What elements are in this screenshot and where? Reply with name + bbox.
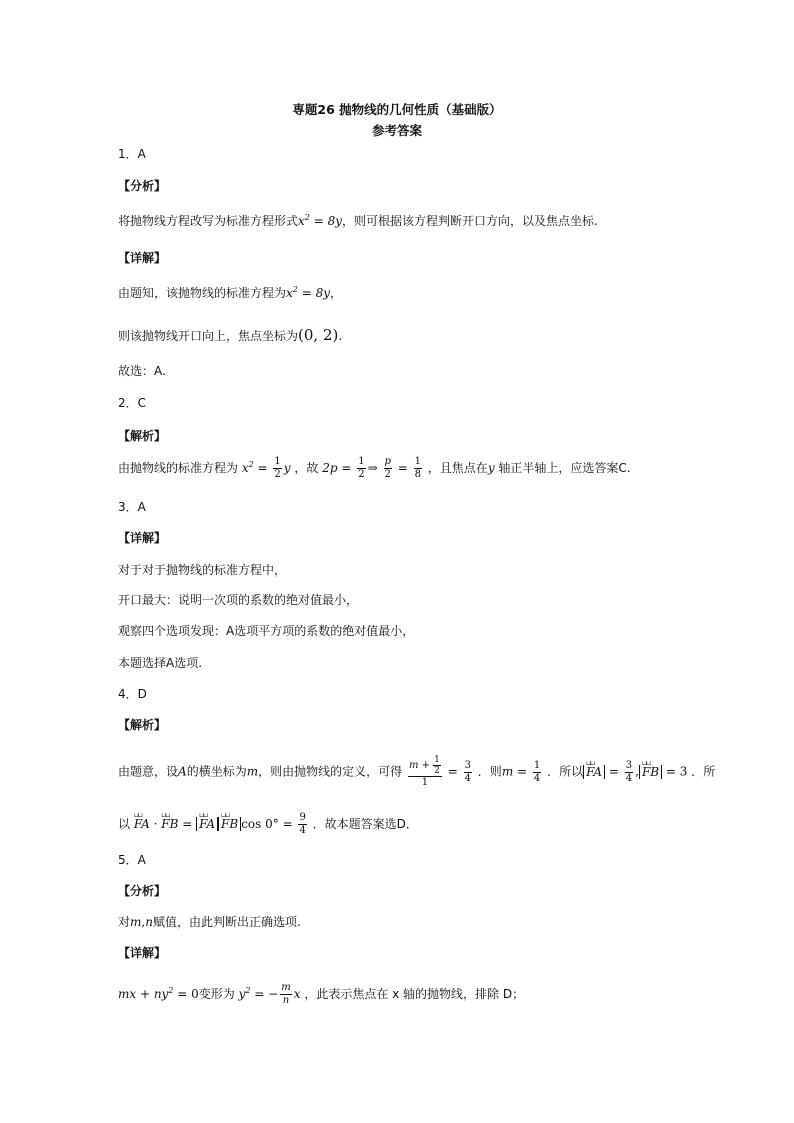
q3-line3: 观察四个选项发现：A选项平方项的系数的绝对值最小，: [118, 624, 415, 638]
doc-subtitle: 参考答案: [371, 123, 422, 138]
q1-analysis-line: 将抛物线方程改写为标准方程形式$x^2 = 8y$，则可根据该方程判断开口方向，以及焦点坐标.: [118, 213, 598, 228]
q3-line1: 对于对于抛物线的标准方程中，: [118, 563, 287, 577]
q1-detail-line2: 则该抛物线开口向上，焦点坐标为(0, 2).: [118, 326, 343, 344]
q2-solution-line: 由抛物线的标准方程为 $x^2$ = $\frac{1}{2}$ y ，故 2p = $\frac{1}{2}$ ⇒ $\frac{p}{2}$ = $\frac{1}{8}$ ，且焦点在y 轴正半轴上，应选答案C.: [118, 456, 631, 480]
q2-solution-tag: 【解析】: [118, 429, 167, 443]
q1-analysis-tag: 【分析】: [118, 179, 167, 193]
q5-analysis-line: 对m,n赋值，由此判断出正确选项.: [118, 915, 301, 929]
q2-number: 2．C: [118, 396, 147, 410]
q3-line2: 开口最大：说明一次项的系数的绝对值最小，: [118, 593, 359, 607]
q5-detail-line: mx + $ny^2 = 0$变形为 $y^2$ = − $\frac{m}{n}$ x ，此表示焦点在 x 轴的抛物线，排除 D；: [118, 982, 525, 1006]
q5-number: 5．A: [118, 853, 146, 867]
focus-coordinate: (0, 2): [298, 326, 339, 344]
q4-number: 4．D: [118, 687, 147, 701]
q5-detail-tag: 【详解】: [118, 946, 167, 960]
q4-solution-line2: 以 ⊔⊔ FA · ⊔⊔ FB = ⊔⊔ FA⊔⊔ FB cos 0° = $\frac{9}{4}$ ．故本题答案选D．: [118, 812, 418, 837]
q1-analysis-equation: $x^2 = 8y$: [298, 213, 342, 228]
q3-detail-tag: 【详解】: [118, 531, 167, 545]
q5-analysis-tag: 【分析】: [118, 884, 167, 898]
q3-number: 3．A: [118, 500, 146, 514]
q1-answer: 故选：A.: [118, 364, 166, 378]
q1-detail-tag: 【详解】: [118, 251, 167, 265]
q1-number: 1．A: [118, 147, 146, 161]
q1-detail-line1: 由题知，该抛物线的标准方程为$x^2 = 8y$，: [118, 285, 343, 300]
q3-line4: 本题选择A选项.: [118, 656, 203, 670]
q4-solution-tag: 【解析】: [118, 718, 167, 732]
doc-title: 専题26 抛物线的几何性质（基础版）: [292, 102, 502, 117]
q4-solution-line1: 由题意，设A的横坐标为m，则由抛物线的定义，可得 m + $\frac{1}{2}$ 1 = $\frac{3}{4}$ ．则m = $\frac{1}{4}$ ．所以⊔⊔ FA = $\frac{3}{4}$ ,⊔⊔ FB = 3 ．所: [118, 755, 715, 789]
